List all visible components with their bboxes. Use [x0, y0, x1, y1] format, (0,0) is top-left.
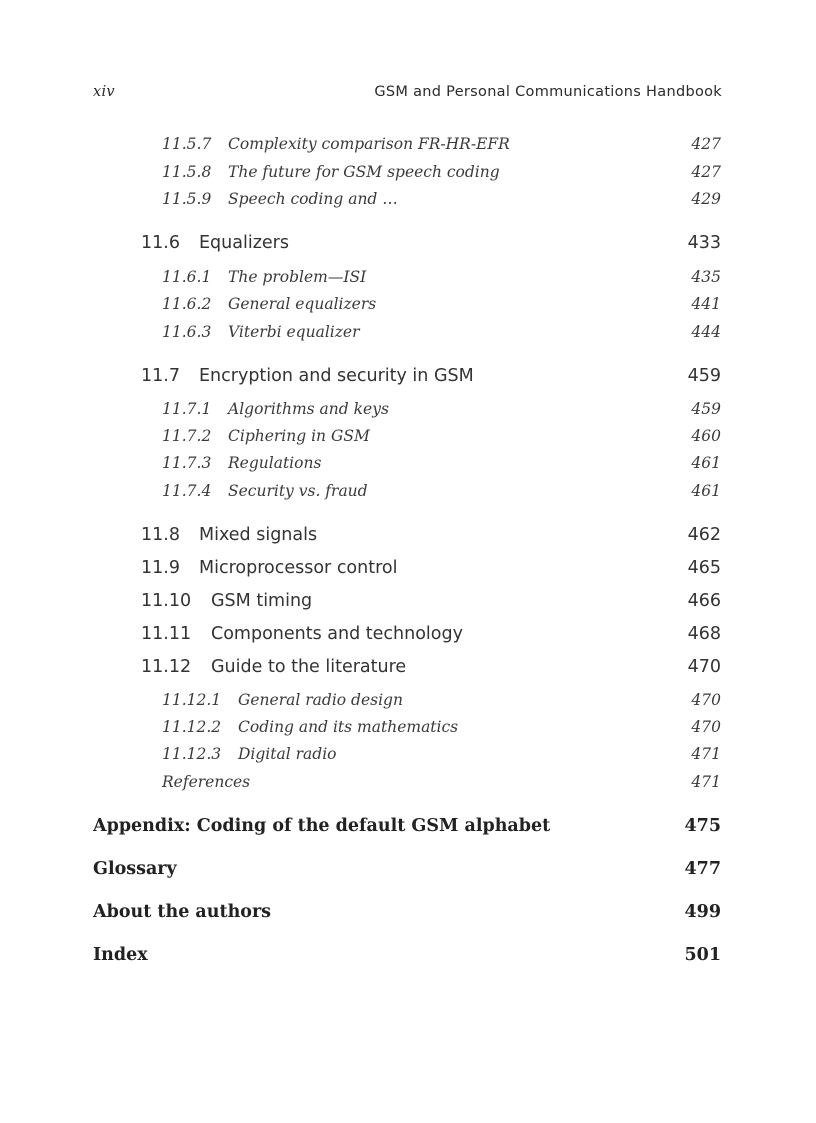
toc-number: 11.6.1 — [162, 268, 212, 286]
toc-number: 11.7 — [141, 366, 180, 386]
toc-number: 11.12.3 — [162, 745, 222, 763]
toc-title: The future for GSM speech coding — [228, 163, 500, 181]
toc-number: 11.7.2 — [162, 427, 212, 445]
toc-entry-11-7-1[interactable] — [0, 400, 816, 424]
toc-title: Appendix: Coding of the default GSM alphabet — [93, 816, 551, 836]
toc-title: Components and technology — [211, 624, 463, 644]
toc-number: 11.11 — [141, 624, 192, 644]
toc-title: Encryption and security in GSM — [199, 366, 474, 386]
toc-page: 470 — [691, 691, 721, 709]
toc-number: 11.6.2 — [162, 295, 212, 313]
toc-page: 471 — [691, 745, 721, 763]
page-header — [93, 84, 722, 104]
toc-page: 444 — [691, 323, 721, 341]
toc-entry-11-7-2[interactable] — [0, 427, 816, 451]
toc-page: 459 — [687, 366, 721, 386]
toc-entry-11-7-3[interactable] — [0, 454, 816, 478]
toc-entry-11-12[interactable] — [0, 657, 816, 681]
toc-entry-11-5-9[interactable] — [0, 190, 816, 214]
toc-number: 11.7.3 — [162, 454, 212, 472]
toc-page: 462 — [687, 525, 721, 545]
toc-page: 499 — [684, 902, 721, 922]
toc-entry-11-9[interactable] — [0, 558, 816, 582]
toc-title: Security vs. fraud — [228, 482, 368, 500]
toc-number: 11.8 — [141, 525, 180, 545]
toc-number: 11.10 — [141, 591, 192, 611]
toc-page: 433 — [687, 233, 721, 253]
toc-number: 11.6 — [141, 233, 180, 253]
toc-page: 468 — [687, 624, 721, 644]
toc-title: Speech coding and … — [228, 190, 398, 208]
toc-page: 470 — [687, 657, 721, 677]
toc-title: Index — [93, 945, 148, 965]
toc-title: General equalizers — [228, 295, 377, 313]
toc-title: Equalizers — [199, 233, 289, 253]
toc-title: Guide to the literature — [211, 657, 407, 677]
toc-page: 459 — [691, 400, 721, 418]
toc-page: 466 — [687, 591, 721, 611]
toc-title: Complexity comparison FR-HR-EFR — [228, 135, 510, 153]
toc-entry-11-7[interactable] — [0, 366, 816, 390]
toc-entry-glossary[interactable] — [0, 859, 816, 883]
toc-number: 11.12.1 — [162, 691, 222, 709]
toc-entry-11-8[interactable] — [0, 525, 816, 549]
toc-title: Mixed signals — [199, 525, 318, 545]
toc-page: 477 — [684, 859, 721, 879]
page-folio: xiv — [93, 84, 115, 100]
toc-page: 460 — [691, 427, 721, 445]
toc-page: 429 — [691, 190, 721, 208]
toc-page: 471 — [691, 773, 721, 791]
toc-page: 435 — [691, 268, 721, 286]
toc-entry-11-5-8[interactable] — [0, 163, 816, 187]
toc-entry-11-7-4[interactable] — [0, 482, 816, 506]
toc-entry-11-10[interactable] — [0, 591, 816, 615]
toc-number: 11.5.8 — [162, 163, 212, 181]
toc-entry-11-11[interactable] — [0, 624, 816, 648]
toc-page: 461 — [691, 454, 721, 472]
toc-entry-references[interactable] — [0, 773, 816, 797]
toc-entry-11-12-2[interactable] — [0, 718, 816, 742]
toc-number: 11.6.3 — [162, 323, 212, 341]
toc-number: 11.12.2 — [162, 718, 222, 736]
toc-number: 11.5.7 — [162, 135, 212, 153]
toc-entry-11-6-3[interactable] — [0, 323, 816, 347]
toc-number: 11.12 — [141, 657, 192, 677]
toc-title: Coding and its mathematics — [238, 718, 459, 736]
running-title: GSM and Personal Communications Handbook — [374, 84, 722, 100]
toc-number: 11.5.9 — [162, 190, 212, 208]
toc-entry-11-6[interactable] — [0, 233, 816, 257]
toc-entry-11-6-2[interactable] — [0, 295, 816, 319]
toc-entry-11-12-1[interactable] — [0, 691, 816, 715]
toc-entry-11-6-1[interactable] — [0, 268, 816, 292]
toc-entry-11-5-7[interactable] — [0, 135, 816, 159]
toc-entry-index[interactable] — [0, 945, 816, 969]
toc-title: Ciphering in GSM — [228, 427, 370, 445]
toc-number: 11.7.1 — [162, 400, 212, 418]
toc-title: References — [162, 773, 251, 791]
toc-entry-11-12-3[interactable] — [0, 745, 816, 769]
toc-entry-appendix[interactable] — [0, 816, 816, 840]
toc-entry-about-authors[interactable] — [0, 902, 816, 926]
toc-page: 465 — [687, 558, 721, 578]
toc-page: 470 — [691, 718, 721, 736]
toc-title: Microprocessor control — [199, 558, 398, 578]
toc-number: 11.9 — [141, 558, 180, 578]
toc-title: Digital radio — [238, 745, 337, 763]
toc-number: 11.7.4 — [162, 482, 212, 500]
toc-title: General radio design — [238, 691, 403, 709]
toc-title: Algorithms and keys — [228, 400, 389, 418]
toc-title: Glossary — [93, 859, 177, 879]
toc-page: 475 — [684, 816, 721, 836]
toc-page: 427 — [691, 135, 721, 153]
toc-page: 461 — [691, 482, 721, 500]
toc-page: 427 — [691, 163, 721, 181]
toc-page: 501 — [684, 945, 721, 965]
toc-title: The problem—ISI — [228, 268, 367, 286]
toc-title: Regulations — [228, 454, 322, 472]
toc-page: 441 — [691, 295, 721, 313]
toc-title: GSM timing — [211, 591, 313, 611]
toc-title: About the authors — [93, 902, 272, 922]
toc-title: Viterbi equalizer — [228, 323, 360, 341]
